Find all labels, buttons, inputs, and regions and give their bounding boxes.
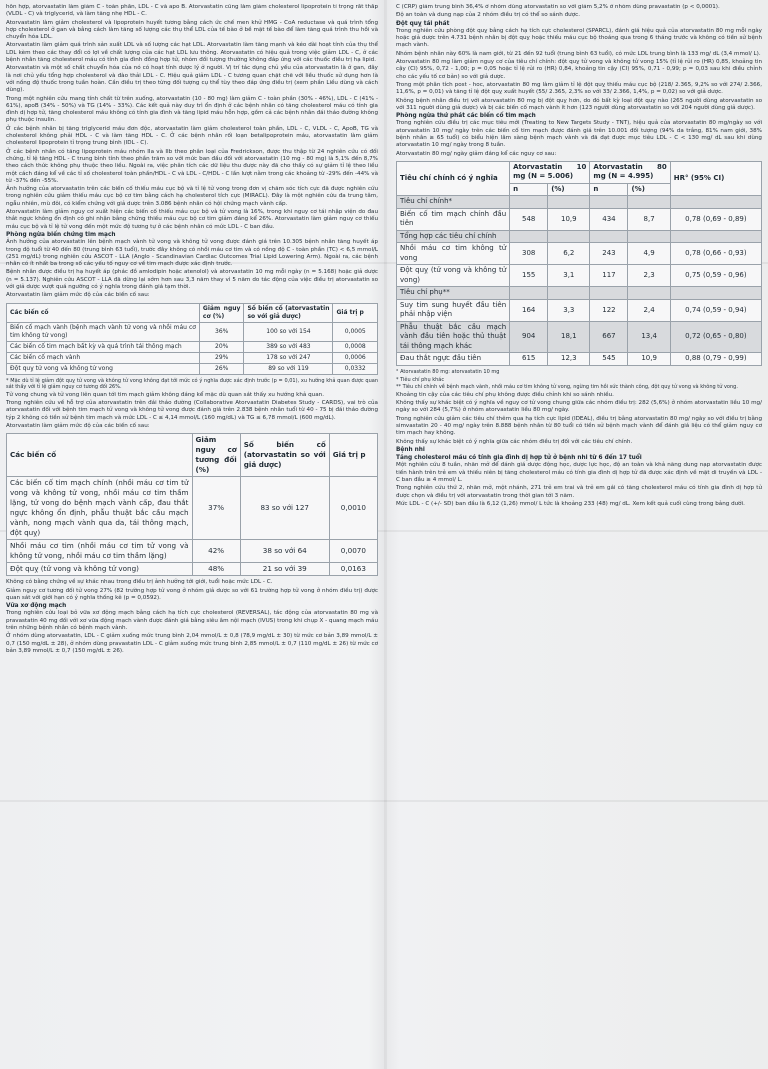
paragraph: Nhóm bệnh nhân này 60% là nam giới, từ 21 đến 92 tuổi (trung bình 63 tuổi), có mức LDL trung bình là 133 mg/ dL (3,4 mmol/ L). [396,50,761,57]
paragraph: Atorvastatin làm giảm quá trình sản xuất LDL và số lượng các hạt LDL. Atorvastatin làm tăng mạnh và kéo dài hoạt tính của thụ thể LDL kèm theo các thay đổi có lợi về chất lượng của các hạt LDL lưu thông. Atorvastatin có hiệu quả trong việc giảm LDL - C, ở các bệnh nhân tăng cholesterol máu có tính gia đình đồng hợp tử, nhóm đối tượng thường không đáp ứng với các thuốc điều trị hạ lipid. [6,42,378,64]
table-header: Số biến cố (atorvastatin so với giả dược) [244,303,333,322]
table-row [397,208,762,230]
table-cell: 0,0008 [333,341,378,352]
table-header: Atorvastatin 10 mg (N = 5.006) [510,161,590,183]
table-cell: 0,78 (0,66 - 0,93) [670,243,761,265]
table-subheader: (%) [548,183,590,196]
table-cell: 83 so với 127 [240,477,329,540]
table-cell: Nhồi máu cơ tim không tử vong [397,243,510,265]
paragraph: Atorvastatin làm giảm mức độ của các biến cố sau: [6,422,150,429]
table-cell: 4,9 [628,243,670,265]
table-subheader: n [510,183,548,196]
table-cell: 3,1 [548,265,590,287]
paragraph: Trong nghiên cứu thứ 2, nhãn mở, một nhánh, 271 trẻ em trai và trẻ em gái có tăng cholesterol máu có tính gia đình dị hợp tử được chọn và điều trị với atorvastatin trong thời gian tới 3 năm. [396,485,762,499]
paragraph: Trong nghiên cứu giảm các tiêu chí thêm qua hạ tích cực lipid (IDEAL), điều trị bằng atorvastatin 80 mg/ ngày so với điều trị bằng simvastatin 20 - 40 mg/ ngày trên 8.888 bệnh nhân từ 80 tuổi có tiền sử bệnh mạch vành để đánh giá liệu có thể giảm nguy cơ tim mạch hay không. [396,415,762,437]
table-header: Các biến cố [7,303,200,322]
paragraph: Atorvastatin và một số chất chuyển hóa của nó có hoạt tính dược lý ở người. Vị trí tác dụng chủ yếu của atorvastatin là ở gan, đây là nơi chủ yếu tổng hợp cholesterol và đào thải LDL - C. Hiệu quả giảm LDL - C tương quan chặt chẽ với liều thuốc sử dụng hơn là với nồng độ thuốc trong tuần hoàn. Cần điều trị theo từng đối tượng cụ thể tùy theo đáp ứng điều trị (xem phần Liều dùng và cách dùng). [6,65,378,94]
table-cell: Phẫu thuật bắc cầu mạch vành đầu tiên hoặc thủ thuật tái thông mạch khác [397,321,510,353]
table-cell: 38 so với 64 [240,540,329,563]
table-cell: Biến cố mạch vành (bệnh mạch vành tử vong và nhồi máu cơ tim không tử vong) [7,322,200,341]
table-cell: 164 [510,299,548,321]
table-section-row [397,230,762,243]
paragraph: Giảm nguy cơ tương đối tử vong 27% (82 trường hợp tử vong ở nhóm giả dược so với 61 trường hợp tử vong ở nhóm điều trị) được quan sát với giới hạn có ý nghĩa thống kê (p = 0,0592). [6,587,378,601]
table-cell: 20% [199,341,244,352]
table-cell: Các biến cố tim mạch bất kỳ và quá trình tái thông mạch [7,341,200,352]
table-row [397,243,762,265]
table-cell: 10,9 [628,353,670,366]
table-cell: 29% [199,352,244,363]
table-header: HR° (95% CI) [670,161,761,196]
paragraph: Atorvastatin làm giảm cholesterol và lipoprotein huyết tương bằng cách ức chế men khử HMG - CoA reductase và quá trình tổng hợp cholesterol ở gan và bằng cách làm tăng số lượng các thụ thể LDL của tế bào ở bề mặt tế bào để làm tăng quá trình thu hồi và chuyển hóa LDL. [6,19,378,41]
table-cell: 21 so với 39 [240,563,329,576]
paragraph: Ở các bệnh nhân bị tăng triglycerid máu đơn độc, atorvastatin làm giảm cholesterol toàn phần, LDL - C, VLDL - C, ApoB, TG và cholesterol không phải HDL - C và làm tăng HDL - C. Ở các bệnh nhân rối loạn betalipoprotein máu, atorvastatin làm giảm cholesterol lipoprotein tỉ trọng trung bình (IDL - C). [6,125,378,147]
table-header: Atorvastatin 80 mg (N = 4.995) [590,161,670,183]
paragraph: Tử vong chung và tử vong liên quan tới tim mạch giảm không đáng kể mặc dù quan sát thấy xu hướng khả quan. [6,391,324,398]
table-cell: 37% [192,477,240,540]
table-row [397,265,762,287]
table-cell: 8,7 [628,208,670,230]
table-row [7,540,378,563]
table-subheader: n [590,183,628,196]
table-section-label: Tiêu chí phụ** [397,287,510,300]
paragraph: Atorvastatin 80 mg/ ngày giảm đáng kể các nguy cơ sau: [396,150,557,157]
section-heading: Vữa xơ động mạch [6,603,67,610]
table-cell: 0,88 (0,79 - 0,99) [670,353,761,366]
table-cell: 0,0006 [333,352,378,363]
ascot-results-table [6,303,378,375]
table-section-label: Tiêu chí chính* [397,196,510,209]
table-header: Giảm nguy cơ tương đối (%) [192,434,240,477]
table-cell: 0,0005 [333,322,378,341]
table-cell: 0,0070 [329,540,377,563]
table-cell: 615 [510,353,548,366]
table-row [397,321,762,353]
table-footnote: * Tiêu chí phụ khác [396,376,445,383]
paragraph: Trong nghiên cứu điều trị các mục tiêu mới (Treating to New Targets Study - TNT), hiệu quả của atorvastatin 80 mg/ngày so với atorvastatin 10 mg/ ngày trên các biến cố tim mạch được đánh giá trên 10.001 đối tượng (94% da trắng, 81% nam giới, 38% bệnh nhân ≥ 65 tuổi) có biểu hiện lâm sàng bệnh mạch vành và đã đạt được mục tiêu LDL - C < 130 mg/ dL sau khi dùng atorvastatin 10 mg/ ngày trong 8 tuần. [396,120,762,149]
table-row [397,353,762,366]
table-cell: 0,72 (0,65 - 0,80) [670,321,761,353]
table-section-row [397,196,762,209]
table-cell: 48% [192,563,240,576]
paragraph: Khoảng tin cậy của các tiêu chí phụ không được điều chỉnh khi so sánh nhiều. [396,391,614,398]
table-cell: Biến cố tim mạch chính đầu tiên [397,208,510,230]
cards-results-table [6,433,378,576]
table-cell: 545 [590,353,628,366]
table-cell: Suy tim sung huyết đầu tiên phải nhập viện [397,299,510,321]
table-row [397,299,762,321]
tnt-results-table [396,161,762,366]
table-cell: 243 [590,243,628,265]
paragraph: Ảnh hưởng của atorvastatin trên các biến cố thiếu máu cục bộ và tỉ lệ tử vong trong đơn vị chăm sóc tích cực đã được nghiên cứu trong nghiên cứu giảm thiếu máu cục bộ cơ tim bằng cách hạ cholesterol tích cực (MIRACL). Đây là một nghiên cứu đa trung tâm, ngẫu nhiên, mù đôi, có kiểm chứng với giả dược trên 3.086 bệnh nhân có hội chứng mạch vành cấp. [6,186,378,207]
left-column [6,4,378,1065]
paragraph: Atorvastatin làm giảm mức độ của các biến cố sau: [6,292,150,299]
table-footnote: * Mặc dù tỉ lệ giảm đột quỵ tử vong và không tử vong không đạt tới mức có ý nghĩa được xác định trước (p = 0,01), xu hướng khả quan được quan sát thấy với tỉ lệ giảm nguy cơ tương đối 26%. [6,377,378,391]
table-section-row [397,287,762,300]
table-row [7,363,378,374]
table-cell: 0,0332 [333,363,378,374]
paragraph: Độ an toàn và dung nạp của 2 nhóm điều trị có thể so sánh được. [396,12,580,19]
table-header: Các biến cố [7,434,193,477]
table-cell: 6,2 [548,243,590,265]
table-header: Giảm nguy cơ (%) [199,303,244,322]
paragraph: Không thấy sự khác biệt có ý nghĩa về nguy cơ tử vong chung giữa các nhóm điều trị: 282 (5,6%) ở nhóm atorvastatin liều 10 mg/ ngày so với 284 (5,7%) ở nhóm atorvastatin liều 80 mg/ ngày. [396,400,762,414]
table-cell: 0,78 (0,69 - 0,89) [670,208,761,230]
table-cell: 2,4 [628,299,670,321]
table-cell: 10,9 [548,208,590,230]
table-cell: 904 [510,321,548,353]
table-cell: 667 [590,321,628,353]
table-row [7,477,378,540]
table-row [7,563,378,576]
table-footnote: ** Tiêu chí chính về bệnh mạch vành, nhồi máu cơ tim không tử vong, ngừng tim hồi sức thành công, đột quỵ tử vong và không tử vong. [396,384,738,391]
table-cell: 389 so với 483 [244,341,333,352]
table-cell: 178 so với 247 [244,352,333,363]
paragraph: Ảnh hưởng của atorvastatin lên bệnh mạch vành tử vong và không tử vong được đánh giá trên 10.305 bệnh nhân tăng huyết áp trong độ tuổi từ 40 đến 80 (trung bình 63 tuổi), trước đây không có nhồi máu cơ tim và có nồng độ C - toàn phần (TC) < 6,5 mmol/L (251 mg/dL) trong nghiên cứu ASCOT - LLA (Anglo - Scandinavian Cardiac Outcomes Trial Lipid Lowering Arm). Ngoài ra, các bệnh nhân có ít nhất ba trong số các yếu tố nguy cơ về tim mạch được xác định trước. [6,239,378,268]
paragraph: Trong một nghiên cứu mang tính chất từ trên xuống, atorvastatin (10 - 80 mg) làm giảm C - toàn phần (30% - 46%), LDL - C (41% - 61%), apoB (34% - 50%) và TG (14% - 33%). Các kết quả này duy trì ổn định ở các bệnh nhân có tăng cholesterol máu có tính gia đình dị hợp tử, tăng cholesterol máu không có tính gia đình và tăng lipid máu hỗn hợp, gồm cả các bệnh nhân đái tháo đường không phụ thuộc insulin. [6,95,378,124]
section-heading: Tăng cholesterol máu có tính gia đình dị hợp tử ở bệnh nhi từ 6 đến 17 tuổi [396,455,642,462]
table-cell: 3,3 [548,299,590,321]
section-heading: Phòng ngừa biến chứng tim mạch [6,231,116,238]
paragraph: Bệnh nhân được điều trị hạ huyết áp (phác đồ amlodipin hoặc atenolol) và atorvastatin 10 mg mỗi ngày (n = 5.168) hoặc giả dược (n = 5.137). Nghiên cứu ASCOT - LLA đã dừng lại sớm hơn sau 3,3 năm thay vì 5 năm do tác động của việc điều trị atorvastatin so với giả dược vượt quá ngưỡng có ý nghĩa trong đánh giá tạm thời. [6,269,378,290]
table-cell: 89 so với 119 [244,363,333,374]
table-header: Giá trị p [329,434,377,477]
table-cell: 308 [510,243,548,265]
paragraph: Ở nhóm dùng atorvastatin, LDL - C giảm xuống mức trung bình 2,04 mmol/L ± 0,8 (78,9 mg/dL ± 30) từ mức cơ bản 3,89 mmol/L ± 0,7 (150 mg/dL ± 28), ở nhóm dùng pravastatin LDL - C giảm xuống mức trung bình 2,85 mmol/L ± 0,7 (110 mg/dL ± 26) từ mức cơ bản 3,89 mmol/L ± 0,7 (150 mg/dL ± 26). [6,633,378,654]
paragraph: Không bệnh nhân điều trị với atorvastatin 80 mg bị đột quỵ hơn, do đó bất kỳ loại đột quỵ nào (265 người dùng atorvastatin so với 311 người dùng giả dược) và bị các biến cố mạch vành ít hơn (123 người dùng atorvastatin so với 204 người dùng giả dược). [396,97,762,111]
table-cell: Các biến cố mạch vành [7,352,200,363]
table-cell: 26% [199,363,244,374]
table-cell: 548 [510,208,548,230]
paragraph: Trong nghiên cứu về hỗ trợ của atorvastatin trên đái tháo đường (Collaborative Atorvastatin Diabetes Study - CARDS), vai trò của atorvastatin đối với bệnh tim mạch tử vong và không tử vong được đánh giá trên 2.838 bệnh nhân tuổi từ 40 - 75 bị đái tháo đường týp 2 không có tiền sử bệnh tim mạch và mức LDL - C ≤ 4,14 mmol/L (160 mg/dL) và TG ≤ 6,78 mmol/L (600 mg/dL). [6,400,378,421]
paragraph: Atorvastatin 80 mg làm giảm nguy cơ của tiêu chí chính: đột quỵ tử vong và không tử vong 15% (tỉ lệ rủi ro (HR) 0,85, khoảng tin cậy (CI) 95%, 0,72 - 1,00; p = 0,05 hoặc tỉ lệ rủi ro (HR) 0,84, khoảng tin cậy (CI) 95%, 0,71 - 0,99; p = 0,03 sau khi điều chỉnh cho các yếu tố cơ bản) so với giả dược. [396,59,762,80]
table-footnote: ° Atorvastatin 80 mg: atorvastatin 10 mg [396,368,500,375]
table-cell: Đột quỵ tử vong và không tử vong [7,363,200,374]
table-row [7,352,378,363]
table-row [7,322,378,341]
right-column [396,4,762,1065]
table-cell: 42% [192,540,240,563]
table-cell: Các biến cố tim mạch chính (nhồi máu cơ tim tử vong và không tử vong, nhồi máu cơ tim thầm lặng, tử vong do bệnh mạch vành cấp, đau thắt ngực không ổn định, phẫu thuật bắc cầu mạch vành, nong mạch vành qua da, tái thông mạch, đột quỵ) [7,477,193,540]
page-fold [384,0,387,1069]
table-header: Số biến cố (atorvastatin so với giả dược) [240,434,329,477]
table-cell: 100 so với 154 [244,322,333,341]
table-cell: Đột quỵ (tử vong và không tử vong) [7,563,193,576]
paragraph: hỗn hợp, atorvastatin làm giảm C - toàn phần, LDL - C và apo B. Atorvastatin cũng làm giảm cholesterol lipoprotein tỉ trọng rất thấp (VLDL - C) và triglycerid, và làm tăng nhẹ HDL - C. [6,4,378,18]
paragraph: Một nghiên cứu 8 tuần, nhãn mở để đánh giá dược động học, dược lực học, độ an toàn và khả năng dung nạp atorvastatin được tiến hành trên trẻ em và thiếu niên bị tăng cholesterol máu có tính gia đình dị hợp tử đã được xác định về mặt di truyền và LDL - C ban đầu ≥ 4 mmol/ L. [396,462,762,483]
table-cell: 13,4 [628,321,670,353]
paragraph: Trong nghiên cứu phòng đột quỵ bằng cách hạ tích cực cholesterol (SPARCL), đánh giá hiệu quả của atorvastatin 80 mg mỗi ngày hoặc giả dược trên 4.731 bệnh nhân bị đột quỵ hoặc thiếu máu cục bộ thoáng qua trong 6 tháng trước và không có tiền sử bệnh mạch vành. [396,27,762,49]
table-cell: 36% [199,322,244,341]
table-cell: 117 [590,265,628,287]
table-cell: 122 [590,299,628,321]
table-header: Tiêu chí chính có ý nghĩa [397,161,510,196]
table-section-label: Tổng hợp các tiêu chí chính [397,230,510,243]
table-cell: Đột quỵ (tử vong và không tử vong) [397,265,510,287]
section-heading: Phòng ngừa thứ phát các biến cố tim mạch [396,113,536,120]
paragraph: C (CRP) giảm trung bình 36,4% ở nhóm dùng atorvastatin so với giảm 5,2% ở nhóm dùng pravastatin (p < 0,0001). [396,4,720,10]
table-cell: Đau thắt ngực đầu tiên [397,353,510,366]
table-cell: 155 [510,265,548,287]
table-header: Giá trị p [333,303,378,322]
paragraph: Trong một phân tích post - hoc, atorvastatin 80 mg làm giảm tỉ lệ đột quỵ thiếu máu cục bộ (218/ 2.365, 9,2% so với 274/ 2.366, 11,6%, p = 0,01) và tăng tỉ lệ đột quỵ xuất huyết (55/ 2.365, 2,3% so với 33/ 2.366, 1,4%, p = 0,02) so với giả dược. [396,81,762,96]
table-row [7,341,378,352]
table-subheader: (%) [628,183,670,196]
section-heading: Đột quỵ tái phát [396,20,450,27]
table-cell: 0,0163 [329,563,377,576]
table-cell: 0,75 (0,59 - 0,96) [670,265,761,287]
paragraph: Ở các bệnh nhân có tăng lipoprotein máu nhóm IIa và IIb theo phân loại của Fredrickson, được thu thập từ 24 nghiên cứu có đối chứng, tỉ lệ tăng HDL - C trung bình tính theo phần trăm so với mức ban đầu đối với atorvastatin (10 mg - 80 mg) là 5,1% đến 8,7% theo cách thức không phụ thuộc theo liều. Ngoài ra, việc phân tích các dữ liệu thu được này đã cho thấy có sự giảm tỉ lệ theo liều một cách đáng kể về các tỉ số cholesterol toàn phần/HDL - C và LDL - C/HDL - C lần lượt nằm trong các khoảng từ -29% đến -44% và từ -37% đến -55%. [6,148,378,184]
paragraph: Không có bằng chứng về sự khác nhau trong điều trị ảnh hưởng tới giới, tuổi hoặc mức LDL - C. [6,579,273,586]
paragraph: Không thấy sự khác biệt có ý nghĩa giữa các nhóm điều trị đối với các tiêu chí chính. [396,438,633,445]
table-cell: Nhồi máu cơ tim (nhồi máu cơ tim tử vong và không tử vong, nhồi máu cơ tim thầm lặng) [7,540,193,563]
table-cell: 18,1 [548,321,590,353]
table-cell: 434 [590,208,628,230]
table-cell: 0,0010 [329,477,377,540]
paragraph: Atorvastatin làm giảm nguy cơ xuất hiện các biến cố thiếu máu cục bộ và tử vong là 16%, trong khi nguy cơ tái nhập viện do đau thắt ngực không ổn định có ghi nhận bằng chứng thiếu máu cục bộ cơ tim giảm đáng kể 26%. Atorvastatin làm giảm nguy cơ thiếu máu cục bộ và tỉ lệ tử vong đến một mức độ tương tự ở các bệnh nhân có mức LDL - C ban đầu. [6,209,378,230]
section-heading: Bệnh nhi [396,446,425,453]
table-cell: 12,3 [548,353,590,366]
table-cell: 0,74 (0,59 - 0,94) [670,299,761,321]
table-cell: 2,3 [628,265,670,287]
paragraph: Trong nghiên cứu loại bỏ vữa xơ động mạch bằng cách hạ tích cực cholesterol (REVERSAL), tác động của atorvastatin 80 mg và pravastatin 40 mg đối với xơ vữa động mạch vành được đánh giá bằng siêu âm nội mạch (IVUS) trong khi chụp X - quang mạch máu trên những bệnh nhân có bệnh mạch vành. [6,610,378,632]
paragraph: Mức LDL - C (+/- SD) ban đầu là 6,12 (1,26) mmol/ L tức là khoảng 233 (48) mg/ dL. Xem kết quả cuối cùng trong bảng dưới. [396,500,745,507]
